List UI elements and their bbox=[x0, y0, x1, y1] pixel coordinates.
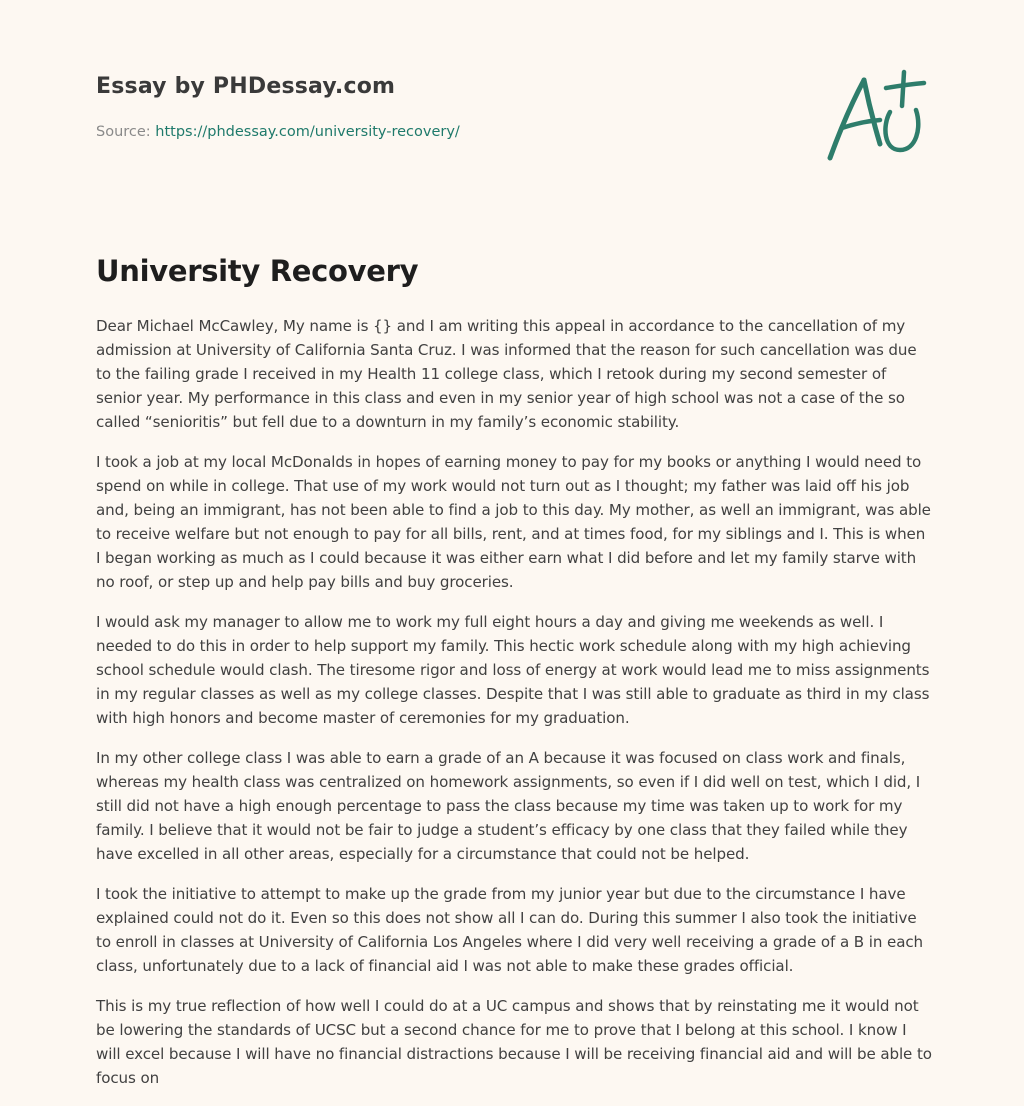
essay-body bbox=[96, 314, 932, 1106]
essay-paragraph: Dear Michael McCawley, My name is {} and I am writing this appeal in accordance to the cancellation of my admission at University of California Santa Cruz. I was informed that the reason for such cancellation was due to the failing grade I received in my Health 11 college class, which I retook during my second semester of senior year. My performance in this class and even in my senior year of high school was not a case of the so called “senioritis” but fell due to a downturn in my family’s economic stability. bbox=[96, 317, 917, 431]
source-line bbox=[96, 124, 460, 140]
essay-paragraph: I took the initiative to attempt to make up the grade from my junior year but due to the circumstance I have explained could not do it. Even so this does not show all I can do. During this summer I also took the initiative to enroll in classes at University of California Los Angeles where I did very well receiving a grade of a B in each class, unfortunately due to a lack of financial aid I was not able to make these grades official. bbox=[96, 885, 924, 975]
essay-paragraph: I took a job at my local McDonalds in hopes of earning money to pay for my books or anything I would need to spend on while in college. That use of my work would not turn out as I thought; my father was laid off his job and, being an immigrant, has not been able to find a job to this day. My mother, as well an immigrant, was able to receive welfare but not enough to pay for all bills, rent, and at times food, for my siblings and I. This is when I began working as much as I could because it was either earn what I did before and let my family starve with no roof, or step up and help pay bills and buy groceries. bbox=[96, 453, 931, 591]
essay-paragraph: This is my true reflection of how well I could do at a UC campus and shows that by reinstating me it would not be lowering the standards of UCSC but a second chance for me to prove that I belong at this school. I know I will excel because I will have no financial distractions because I will be receiving financial aid and will be able to focus on bbox=[96, 997, 932, 1087]
essay-title: University Recovery bbox=[96, 254, 419, 288]
essay-paragraph: I would ask my manager to allow me to work my full eight hours a day and giving me weekends as well. I needed to do this in order to help support my family. This hectic work schedule along with my high achieving school schedule would clash. The tiresome rigor and loss of energy at work would lead me to miss assignments in my regular classes as well as my college classes. Despite that I was still able to graduate as third in my class with high honors and become master of ceremonies for my graduation. bbox=[96, 613, 930, 727]
brand-title: Essay by PHDessay.com bbox=[96, 74, 396, 99]
source-link[interactable]: https://phdessay.com/university-recovery/ bbox=[155, 124, 460, 140]
a-plus-logo-icon bbox=[820, 66, 930, 166]
essay-paragraph: In my other college class I was able to earn a grade of an A because it was focused on class work and finals, whereas my health class was centralized on homework assignments, so even if I did well on test, which I did, I still did not have a high enough percentage to pass the class because my time was taken up to work for my family. I believe that it would not be fair to judge a student’s efficacy by one class that they failed while they have excelled in all other areas, especially for a circumstance that could not be helped. bbox=[96, 749, 921, 863]
source-label: Source: bbox=[96, 124, 151, 140]
